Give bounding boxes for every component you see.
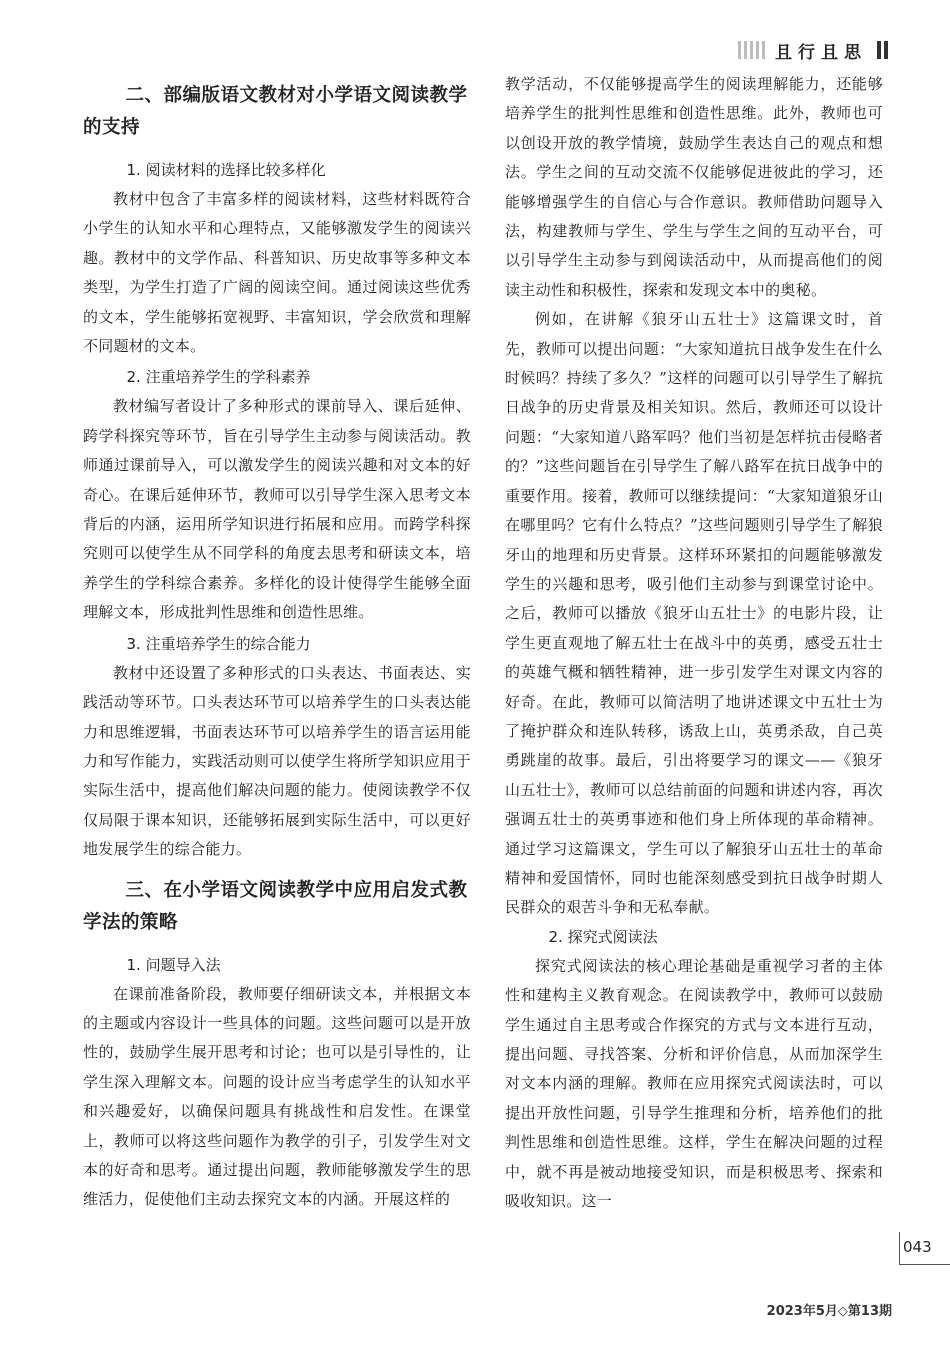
subsection-3-title: 3. 注重培养学生的综合能力 xyxy=(126,634,311,653)
method-1-paragraph: 在课前准备阶段，教师要仔细研读文本，并根据文本的主题或内容设计一些具体的问题。这些问题可以是开放性的，鼓励学生展开思考和讨论；也可以是引导性的，让学生深入理解文本。问题的设计应当考虑学生的认知水平和兴趣爱好，以确保问题具有挑战性和启发性。在课堂上，教师可以将这些问题作为教学的引子，引发学生对文本的好奇和思考。通过提出问题，教师能够激发学生的思维活力，促使他们主动去探究文本的内涵。开展这样的 xyxy=(83,984,471,1209)
section-3-title: 三、在小学语文阅读教学中应用启发式教学法的策略 xyxy=(83,879,468,933)
method-2-title: 2. 探究式阅读法 xyxy=(548,927,658,946)
example-paragraph: 例如，在讲解《狼牙山五壮士》这篇课文时，首先，教师可以提出问题：“大家知道抗日战争发生在什么时候吗？持续了多久？”这样的问题可以引导学生了解抗日战争的历史背景及相关知识。然后，教师还可以设计问题：“大家知道八路军吗？他们当初是怎样抗击侵略者的？”这些问题旨在引导学生了解八路军在抗日战争中的重要作用。接着，教师可以继续提问：“大家知道狼牙山在哪里吗？它有什么特点？”这些问题则引导学生了解狼牙山的地理和历史背景。这样环环紧扣的问题能够激发学生的兴趣和思考，吸引他们主动参与到课堂讨论中。之后，教师可以播放《狼牙山五壮士》的电影片段，让学生更直观地了解五壮士在战斗中的英勇，感受五壮士的英雄气概和牺牲精神，进一步引发学生对课文内容的好奇。在此，教师可以简洁明了地讲述课文中五壮士为了掩护群众和连队转移，诱敌上山，英勇杀敌，自己英勇跳崖的故事。最后，引出将要学习的课文——《狼牙山五壮士》，教师可以总结前面的问题和讲述内容，再次强调五壮士的英勇事迹和他们身上所体现的革命精神。通过学习这篇课文，学生可以了解狼牙山五壮士的革命精神和爱国情怀，同时也能深刻感受到抗日战争时期人民群众的艰苦斗争和无私奉献。 xyxy=(505,310,883,917)
method-1-title: 1. 问题导入法 xyxy=(126,955,221,974)
subsection-3-paragraph: 教材中还设置了多种形式的口头表达、书面表达、实践活动等环节。口头表达环节可以培养学生的口头表达能力和思维逻辑，书面表达环节可以培养学生的语言运用能力和写作能力，实践活动则可以使学生将所学知识应用于实际生活中，提高他们解决问题的能力。使阅读教学不仅仅局限于课本知识，还能够拓展到实际生活中，可以更好地发展学生的综合能力。 xyxy=(83,663,471,859)
header-right-bars xyxy=(877,41,888,59)
left-column xyxy=(83,70,471,1215)
subsection-2-paragraph: 教材编写者设计了多种形式的课前导入、课后延伸、跨学科探究等环节，旨在引导学生主动参与阅读活动。教师通过课前导入，可以激发学生的阅读兴趣和对文本的好奇心。在课后延伸环节，教师可以引导学生深入思考文本背后的内涵，运用所学知识进行拓展和应用。而跨学科探究则可以使学生从不同学科的角度去思考和研读文本，培养学生的学科综合素养。多样化的设计使得学生能够全面理解文本，形成批判性思维和创造性思维。 xyxy=(83,397,471,622)
issue-info: 2023年5月◇第13期 xyxy=(766,1304,892,1319)
header-title: 且行且思 xyxy=(775,42,867,63)
subsection-2-title: 2. 注重培养学生的学科素养 xyxy=(126,368,311,387)
method-2-paragraph: 探究式阅读法的核心理论基础是重视学习者的主体性和建构主义教育观念。在阅读教学中，教师可以鼓励学生通过自主思考或合作探究的方式与文本进行互动，提出问题、寻找答案、分析和评价信息，从而加深学生对文本内涵的理解。教师在应用探究式阅读法时，可以提出开放性问题，引导学生推理和分析，培养他们的批判性思维和创造性思维。这样，学生在解决问题的过程中，就不再是被动地接受知识，而是积极思考、探索和吸收知识。这一 xyxy=(505,956,883,1211)
page-number: 043 xyxy=(903,1238,932,1256)
section-2-title: 二、部编版语文教材对小学语文阅读教学的支持 xyxy=(83,85,468,138)
header-left-bars xyxy=(738,41,765,59)
method-1-continued-paragraph: 教学活动，不仅能够提高学生的阅读理解能力，还能够培养学生的批判性思维和创造性思维。此外，教师也可以创设开放的教学情境，鼓励学生表达自己的观点和想法。学生之间的互动交流不仅能够促进彼此的学习，还能够增强学生的自信心与合作意识。教师借助问题导入法，构建教师与学生、学生与学生之间的互动平台，可以引导学生主动参与到阅读活动中，从而提高他们的阅读主动性和积极性，探索和发现文本中的奥秘。 xyxy=(505,75,883,299)
running-header xyxy=(738,38,888,62)
subsection-1-paragraph: 教材中包含了丰富多样的阅读材料，这些材料既符合小学生的认知水平和心理特点，又能够激发学生的阅读兴趣。教材中的文学作品、科普知识、历史故事等多种文本类型，为学生打造了广阔的阅读空间。通过阅读这些优秀的文本，学生能够拓宽视野、丰富知识，学会欣赏和理解不同题材的文本。 xyxy=(83,190,471,356)
subsection-1-title: 1. 阅读材料的选择比较多样化 xyxy=(126,161,326,179)
right-column xyxy=(505,70,883,1216)
